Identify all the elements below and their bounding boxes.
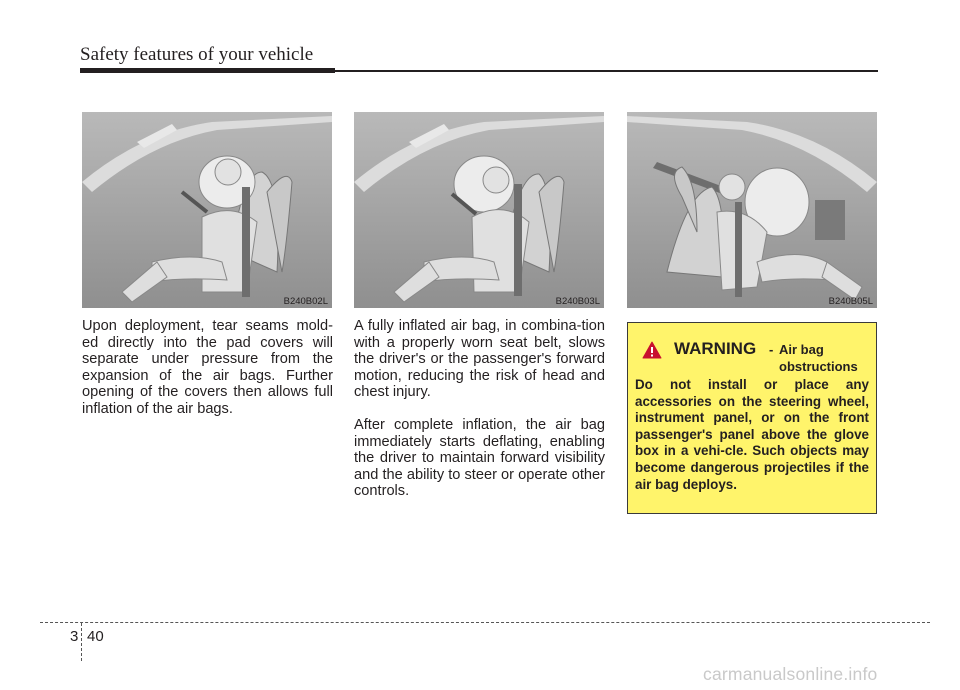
body-column-1 xyxy=(82,318,333,434)
driver-airbag-illustration xyxy=(354,112,604,308)
figure-passenger-airbag xyxy=(627,112,877,308)
body-paragraph: After complete inflation, the air bag immediately starts deflating, enabling the driver to maintain forward visibility and the ability to steer or operate other controls. xyxy=(354,416,605,500)
warning-subject: obstructions xyxy=(779,359,858,374)
warning-text: Do not install or place any accessories on the steering wheel, instrument panel, or on the front passenger's panel above the glove box in a vehi-cle. Such objects may become dangerous projectiles if the air bag deploys. xyxy=(635,377,869,492)
body-paragraph: A fully inflated air bag, in combina-tion with a properly worn seat belt, slows the driver's or the passenger's forward motion, reducing the risk of head and chest injury. xyxy=(354,318,605,401)
page-number: 40 xyxy=(87,628,104,645)
passenger-airbag-illustration xyxy=(627,112,877,308)
page-header-title: Safety features of your vehicle xyxy=(80,44,314,65)
footer-rule xyxy=(40,622,930,623)
driver-airbag-illustration xyxy=(82,112,332,308)
warning-subject: Air bag xyxy=(779,342,824,357)
watermark: carmanualsonline.info xyxy=(703,664,878,684)
body-column-2 xyxy=(354,318,605,516)
warning-dash: - xyxy=(769,342,774,357)
warning-box xyxy=(627,322,877,514)
figure-driver-airbag-3 xyxy=(354,112,604,308)
figure-code: B240B05L xyxy=(828,296,873,307)
figure-code: B240B03L xyxy=(555,296,600,307)
header-rule-accent xyxy=(80,68,335,73)
warning-triangle-icon xyxy=(642,341,662,359)
chapter-number: 3 xyxy=(70,628,79,645)
warning-label: WARNING xyxy=(674,339,757,358)
figure-driver-airbag-2 xyxy=(82,112,332,308)
body-paragraph: Upon deployment, tear seams mold-ed directly into the pad covers will separate under pressure from the expansion of the air bags. Further opening of the covers then allows full inflation of the air bags. xyxy=(82,318,333,417)
footer-divider xyxy=(81,623,82,661)
figure-code: B240B02L xyxy=(283,296,328,307)
